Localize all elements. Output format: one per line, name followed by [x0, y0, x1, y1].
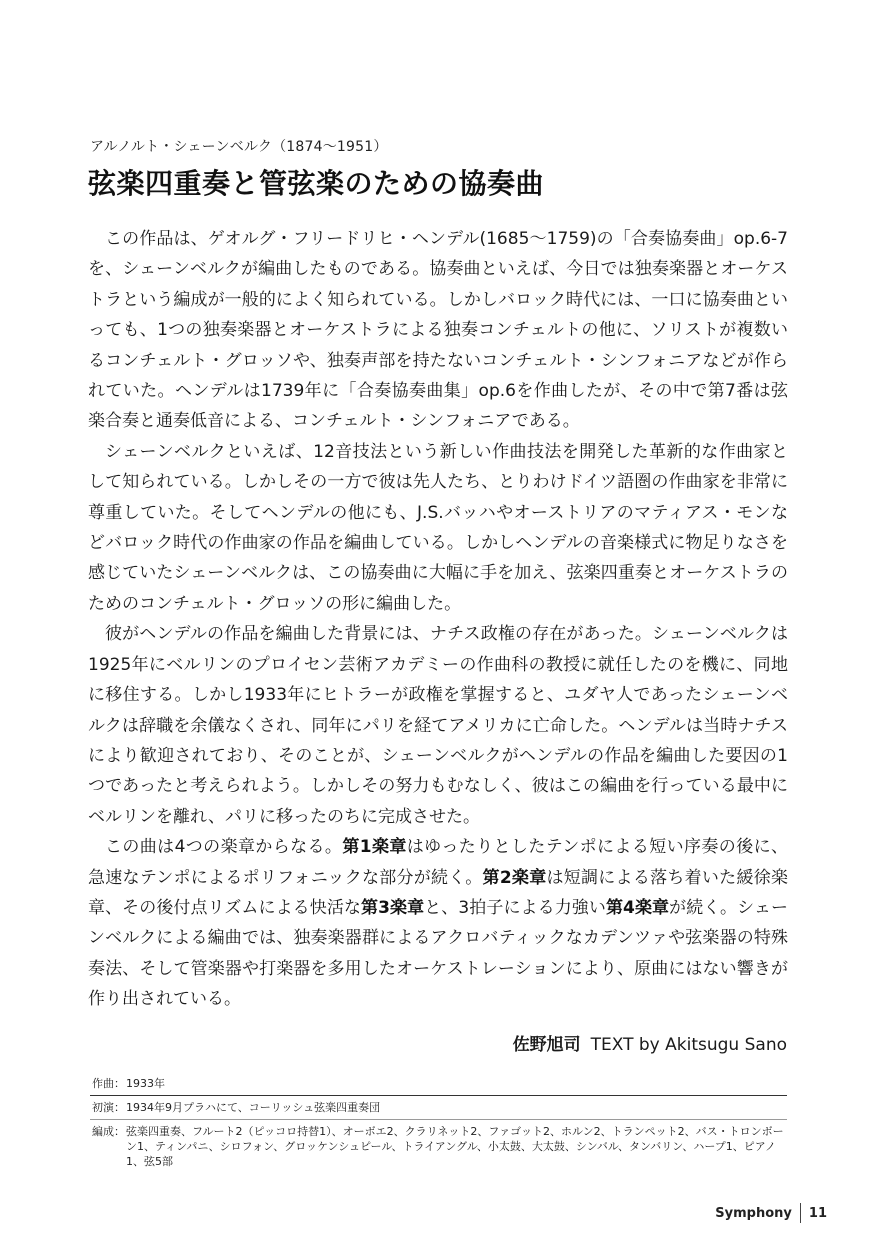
paragraph-3: 彼がヘンデルの作品を編曲した背景には、ナチス政権の存在があった。シェーンベルクは1925年にベルリンのプロイセン芸術アカデミーの作曲科の教授に就任したのを機に、同地に移住する。しかし1933年にヒトラーが政権を掌握すると、ユダヤ人であったシェーンベルクは辞職を余儀なくされ、同年にパリを経てアメリカに亡命した。ヘンデルは当時ナチスにより歓迎されており、そのことが、シェーンベルクがヘンデルの作品を編曲した要因の1つであったと考えられよう。しかしその努力もむなしく、彼はこの編曲を行っている最中にベルリンを離れ、パリに移ったのちに完成させた。 — [88, 624, 788, 827]
p4-text-2: はゆったりとしたテンポによる短い序奏の後に、急速なテンポによるポリフォニックな部分が続く。 — [88, 837, 788, 888]
info-row-composed — [90, 1072, 787, 1096]
author-name-en: TEXT by Akitsugu Sano — [590, 1035, 787, 1055]
composed-label: 作曲： — [92, 1077, 125, 1090]
movement-4-label: 第4楽章 — [605, 897, 670, 918]
premiere-value: 1934年9月プラハにて、コーリッシュ弦楽四重奏団 — [126, 1101, 381, 1114]
page-title: 弦楽四重奏と管弦楽のための協奏曲 — [88, 167, 545, 200]
p4-text-4: と、3拍子による力強い — [424, 897, 606, 918]
work-info-table — [90, 1072, 787, 1173]
instrumentation-label: 編成： — [92, 1125, 125, 1138]
paragraph-2: シェーンベルクといえば、12音技法という新しい作曲技法を開発した革新的な作曲家として知られている。しかしその一方で彼は先人たち、とりわけドイツ語圏の作曲家を非常に尊重していた。そしてヘンデルの他にも、J.S.バッハやオーストリアのマティアス・モンなどバロック時代の作曲家の作品を編曲している。しかしヘンデルの音楽様式に物足りなさを感じていたシェーンベルクは、この協奏曲に大幅に手を加え、弦楽四重奏とオーケストラのためのコンチェルト・グロッソの形に編曲した。 — [88, 441, 788, 614]
premiere-label: 初演： — [92, 1101, 125, 1114]
info-row-instrumentation — [90, 1120, 787, 1173]
page-number: 11 — [808, 1205, 827, 1221]
composed-value: 1933年 — [126, 1077, 165, 1090]
instrumentation-value: 弦楽四重奏、フルート2（ピッコロ持替1）、オーボエ2、クラリネット2、ファゴット2、ホルン2、トランペット2、バス・トロンボーン1、ティンパニ、シロフォン、グロッケンシュピール、トライアングル、小太鼓、大太鼓、シンバル、タンバリン、ハープ1、ピアノ1、弦5部 — [126, 1125, 784, 1168]
author-name-jp: 佐野旭司 — [512, 1035, 581, 1055]
movement-2-label: 第2楽章 — [482, 867, 547, 888]
publication-name: Symphony — [715, 1205, 792, 1221]
movement-3-label: 第3楽章 — [361, 897, 425, 918]
info-row-premiere — [90, 1096, 787, 1120]
composer-name: アルノルト・シェーンベルク（1874～1951） — [90, 139, 388, 155]
author-credit — [513, 1030, 787, 1055]
page-footer — [715, 1203, 827, 1223]
p4-text-5: が続く。シェーンベルクによる編曲では、独奏楽器群によるアクロバティックなカデンツァや弦楽器の特殊奏法、そして管楽器や打楽器を多用したオーケストレーションにより、原曲にはない響きが作り出されている。 — [88, 897, 788, 1010]
p4-text-3: は短調による落ち着いた緩徐楽章、その後付点リズムによる快活な — [88, 867, 789, 918]
article-body — [88, 224, 788, 1015]
paragraph-4 — [88, 832, 788, 1014]
p4-text-1: この曲は4つの楽章からなる。 — [105, 837, 343, 858]
movement-1-label: 第1楽章 — [342, 837, 407, 858]
footer-divider — [800, 1203, 801, 1223]
paragraph-1: この作品は、ゲオルグ・フリードリヒ・ヘンデル(1685～1759)の「合奏協奏曲」op.6-7を、シェーンベルクが編曲したものである。協奏曲といえば、今日では独奏楽器とオーケストラという編成が一般的によく知られている。しかしバロック時代には、一口に協奏曲といっても、1つの独奏楽器とオーケストラによる独奏コンチェルトの他に、ソリストが複数いるコンチェルト・グロッソや、独奏声部を持たないコンチェルト・シンフォニアなどが作られていた。ヘンデルは1739年に「合奏協奏曲集」op.6を作曲したが、その中で第7番は弦楽合奏と通奏低音による、コンチェルト・シンフォニアである。 — [88, 229, 788, 432]
